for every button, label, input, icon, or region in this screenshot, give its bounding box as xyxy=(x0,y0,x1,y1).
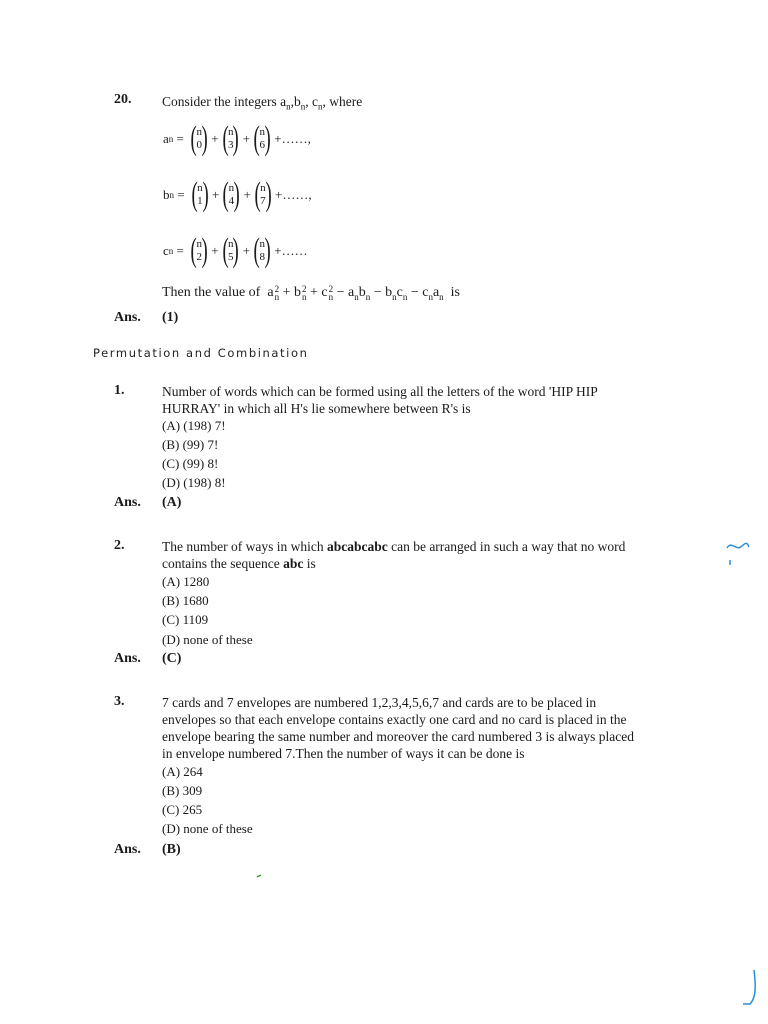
option: (D) none of these xyxy=(162,632,253,647)
answer-value: (C) xyxy=(162,651,182,666)
option: (A) 264 xyxy=(162,764,203,779)
binomial: ( n 2 ) xyxy=(190,232,208,269)
option: (B) 309 xyxy=(162,783,203,798)
answer-value: (A) xyxy=(162,495,182,510)
option: (B) (99) 7! xyxy=(162,437,219,452)
question-number: 2. xyxy=(114,538,125,553)
question-text: The number of ways in which abcabcabc can be arranged in such a way that no word contains the sequence abc is xyxy=(162,539,626,571)
answer-label: Ans. xyxy=(114,310,141,325)
section-title: Permutation and Combination xyxy=(93,346,309,360)
option: (B) 1680 xyxy=(162,593,209,608)
binomial: ( n 0 ) xyxy=(190,120,208,157)
question-text: Consider the integers $a_n,b_n$, $c_n$, where xyxy=(162,94,363,112)
option: (C) (99) 8! xyxy=(162,456,219,471)
handwritten-squiggle-mark xyxy=(724,538,752,570)
option: (C) 1109 xyxy=(162,612,209,627)
answer-value: (1) xyxy=(162,310,179,325)
option: (D) (198) 8! xyxy=(162,475,226,490)
question-expression: Then the value of a 2 n + b 2 n + c 2 n − $a_nb_n - b_nc_n - c_na_n$ is xyxy=(162,283,460,302)
question-text: Number of words which can be formed using all the letters of the word 'HIP HIP HURRAY' in which all H's lie somewhere between R's is xyxy=(162,384,598,416)
binomial: ( n 3 ) xyxy=(222,120,240,157)
question-number: 1. xyxy=(114,383,125,398)
question-text: 7 cards and 7 envelopes are numbered 1,2,3,4,5,6,7 and cards are to be placed in envelopes so that each envelope contains exactly one card and no card is placed in the envelope bearing the same number and moreover the card numbered 3 is always placed in envelope numbered 7.Then the number of ways it can be done is xyxy=(162,695,634,761)
answer-label: Ans. xyxy=(114,651,141,666)
binomial: ( n 5 ) xyxy=(222,232,240,269)
binomial: ( n 1 ) xyxy=(191,176,209,213)
binomial: ( n 8 ) xyxy=(253,232,271,269)
equation-c: c n = ( n 2 ) + ( n 5 ) + ( n 8 ) +…… xyxy=(163,232,308,269)
option: (A) 1280 xyxy=(162,574,210,589)
option: (A) (198) 7! xyxy=(162,418,226,433)
binomial: ( n 4 ) xyxy=(222,176,240,213)
answer-value: (B) xyxy=(162,842,181,857)
binomial: ( n 7 ) xyxy=(254,176,272,213)
option: (C) 265 xyxy=(162,802,203,817)
binomial: ( n 6 ) xyxy=(253,120,271,157)
question-number: 20. xyxy=(114,92,132,107)
option: (D) none of these xyxy=(162,821,253,836)
answer-label: Ans. xyxy=(114,842,141,857)
answer-label: Ans. xyxy=(114,495,141,510)
question-number: 3. xyxy=(114,694,125,709)
handwritten-bracket-mark xyxy=(740,968,760,1008)
equation-a: a n = ( n 0 ) + ( n 3 ) + ( n 6 ) +……, xyxy=(163,120,311,157)
equation-b: b n = ( n 1 ) + ( n 4 ) + ( n 7 ) +……, xyxy=(163,176,312,213)
handwritten-tick-mark xyxy=(255,872,265,880)
